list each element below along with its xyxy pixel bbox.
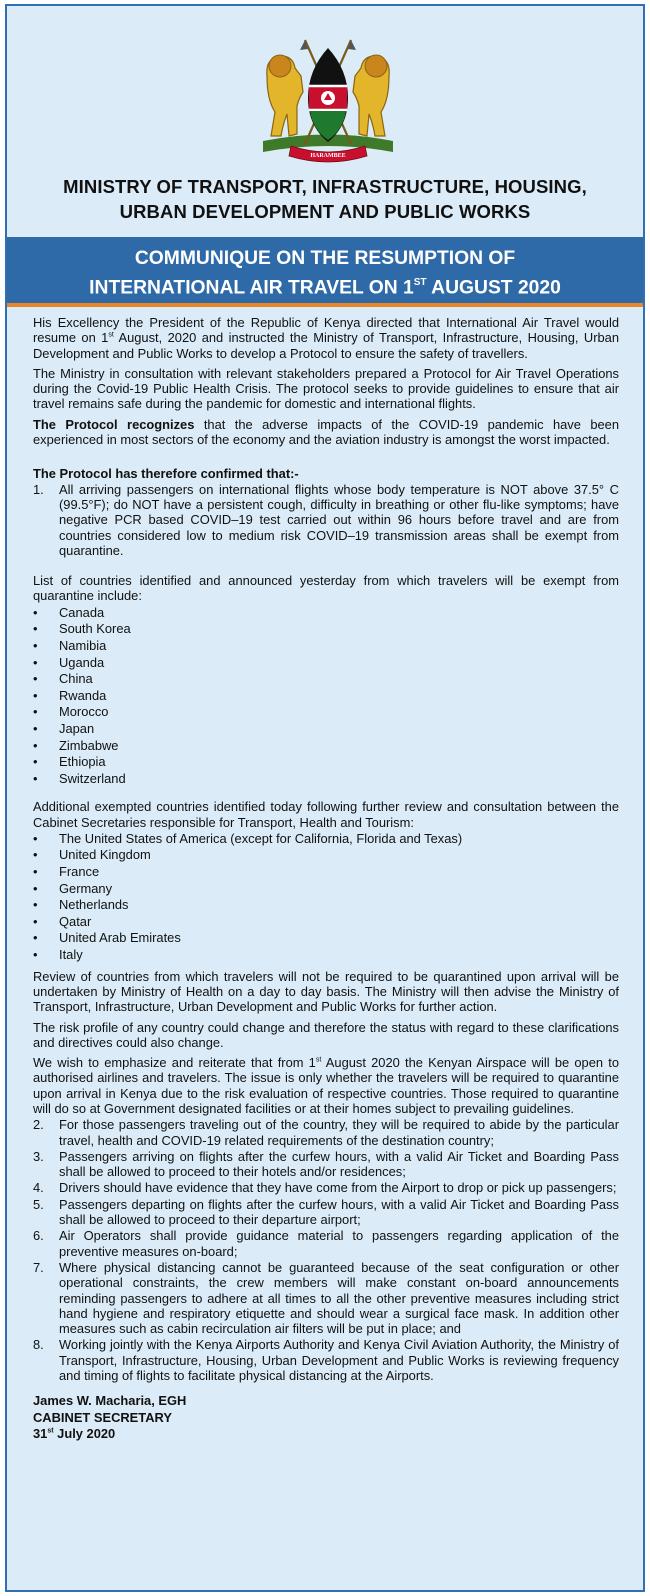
- ministry-line-1: MINISTRY OF TRANSPORT, INFRASTRUCTURE, HOUSING,: [63, 176, 587, 197]
- numbered-item: 1. All arriving passengers on international flights whose body temperature is NOT above 37.5° C (99.5°F); do NOT have a persistent cough, difficulty in breathing or other flu-like symptoms; have negative PCR based COVID–19 test carried out within 96 hours before travel and are from countries considered low to medium risk COVID–19 transmission areas shall be exempt from quarantine.: [33, 481, 619, 558]
- communique-page: [5, 4, 645, 1592]
- country-list-item: • The United States of America (except for California, Florida and Texas): [33, 830, 463, 846]
- document-header: [7, 6, 643, 237]
- country-list-item: • Germany: [33, 880, 113, 896]
- country-list-item: • Canada: [33, 604, 105, 620]
- exempt-list-intro: List of countries identified and announced yesterday from which travelers will be exempt from quarantine include:: [33, 573, 619, 604]
- ministry-name: [7, 174, 643, 224]
- title-line-2: INTERNATIONAL AIR TRAVEL ON 1ST AUGUST 2020: [89, 277, 561, 299]
- paragraph-recognizes: The Protocol recognizes that the adverse impacts of the COVID-19 pandemic have been experienced in most sectors of the economy and the aviation industry is amongst the worst impacted.: [33, 416, 620, 448]
- communique-body: [7, 307, 643, 1443]
- country-list-item: • Japan: [33, 720, 95, 736]
- exempt-countries-list: [33, 605, 619, 788]
- country-list-item: • China: [33, 671, 93, 687]
- country-list-item: • Uganda: [33, 654, 105, 670]
- paragraph-review: Review of countries from which travelers will not be required to be quarantined upon arrival will be undertaken by Ministry of Health on a day to day basis. The Ministry will then advise the Ministry of Transport, Infrastructure, Urban Development and Public Works for further action.: [33, 968, 619, 1015]
- ministry-line-2: URBAN DEVELOPMENT AND PUBLIC WORKS: [119, 201, 531, 222]
- confirmed-heading: The Protocol has therefore confirmed that:-: [33, 466, 299, 482]
- country-list-item: • Netherlands: [33, 897, 129, 913]
- country-list-item: • France: [33, 864, 100, 880]
- country-list-item: • Switzerland: [33, 770, 126, 786]
- numbered-item: 4. Drivers should have evidence that they have come from the Airport to drop or pick up passengers;: [33, 1180, 617, 1196]
- signatory-title: CABINET SECRETARY: [33, 1409, 172, 1425]
- paragraph-emphasis: We wish to emphasize and reiterate that from 1st August 2020 the Kenyan Airspace will be open to authorised airlines and travelers. The issue is only whether the travelers will be required to quarantine upon arrival in Kenya due to the risk evaluation of respective countries. Those required to quarantine will do so at Government designated facilities or at their homes subject to prevailing guidelines.: [33, 1055, 619, 1116]
- country-list-item: • United Arab Emirates: [33, 930, 181, 946]
- country-list-item: • Ethiopia: [33, 754, 106, 770]
- signature-block: [33, 1393, 619, 1443]
- numbered-item: 5. Passengers departing on flights after the curfew hours, with a valid Air Ticket and Boarding Pass shall be allowed to proceed to their departure airport;: [33, 1196, 619, 1228]
- paragraph-risk: The risk profile of any country could change and therefore the status with regard to these clarifications and directives could also change.: [33, 1019, 619, 1050]
- country-list-item: • Italy: [33, 947, 83, 963]
- signature-date: 31st July 2020: [33, 1426, 116, 1442]
- country-list-item: • United Kingdom: [33, 847, 151, 863]
- country-list-item: • Rwanda: [33, 687, 107, 703]
- paragraph-directive: His Excellency the President of the Republic of Kenya directed that International Air Travel would resume on 1st August, 2020 and instructed the Ministry of Transport, Infrastructure, Housing, Urban Development and Public Works to develop a Protocol to ensure the safety of travellers.: [33, 315, 619, 361]
- paragraph-protocol: The Ministry in consultation with relevant stakeholders prepared a Protocol for Air Travel Operations during the Covid-19 Public Health Crisis. The protocol seeks to provide guidelines to ensure that air travel remains safe during the pandemic for domestic and international flights.: [33, 365, 619, 412]
- numbered-item: 8. Working jointly with the Kenya Airports Authority and Kenya Civil Aviation Authority, the Ministry of Transport, Infrastructure, Housing, Urban Development and Public Works is reviewing frequency and timing of flights to facilitate physical distancing at the Airports.: [33, 1337, 619, 1384]
- title-line-1: COMMUNIQUE ON THE RESUMPTION OF: [134, 248, 516, 269]
- country-list-item: • Qatar: [33, 913, 92, 929]
- numbered-item: 2. For those passengers traveling out of the country, they will be required to abide by the particular travel, health and COVID-19 related requirements of the destination country;: [33, 1117, 619, 1148]
- additional-list-intro: Additional exempted countries identified today following further review and consultation between the Cabinet Secretaries responsible for Transport, Health and Tourism:: [33, 799, 619, 830]
- country-list-item: • Morocco: [33, 704, 109, 720]
- country-list-item: • South Korea: [33, 621, 131, 637]
- communique-title-banner: [7, 237, 643, 307]
- emblem-motto: HARAMBEE: [310, 153, 346, 159]
- numbered-item: 7. Where physical distancing cannot be guaranteed because of the seat configuration or other operational constraints, the crew members will make constant on-board announcements reminding passengers to adhere at all times to all the other preventive measures including strict hand hygiene and respiratory etiquette and should wear a surgical face mask. In addition other measures such as cabin recirculation air filters will be put in place; and: [33, 1259, 619, 1337]
- numbered-item: 6. Air Operators shall provide guidance material to passengers regarding application of the preventive measures on-board;: [33, 1228, 619, 1259]
- country-list-item: • Namibia: [33, 637, 107, 653]
- kenya-coat-of-arms-icon: [253, 36, 403, 166]
- numbered-item: 3. Passengers arriving on flights after the curfew hours, with a valid Air Ticket and Boarding Pass shall be allowed to proceed to their hotels and/or residences;: [33, 1148, 619, 1180]
- signatory-name: James W. Macharia, EGH: [33, 1393, 187, 1409]
- country-list-item: • Zimbabwe: [33, 737, 119, 753]
- numbered-items: [33, 1117, 619, 1383]
- additional-countries-list: [33, 831, 619, 964]
